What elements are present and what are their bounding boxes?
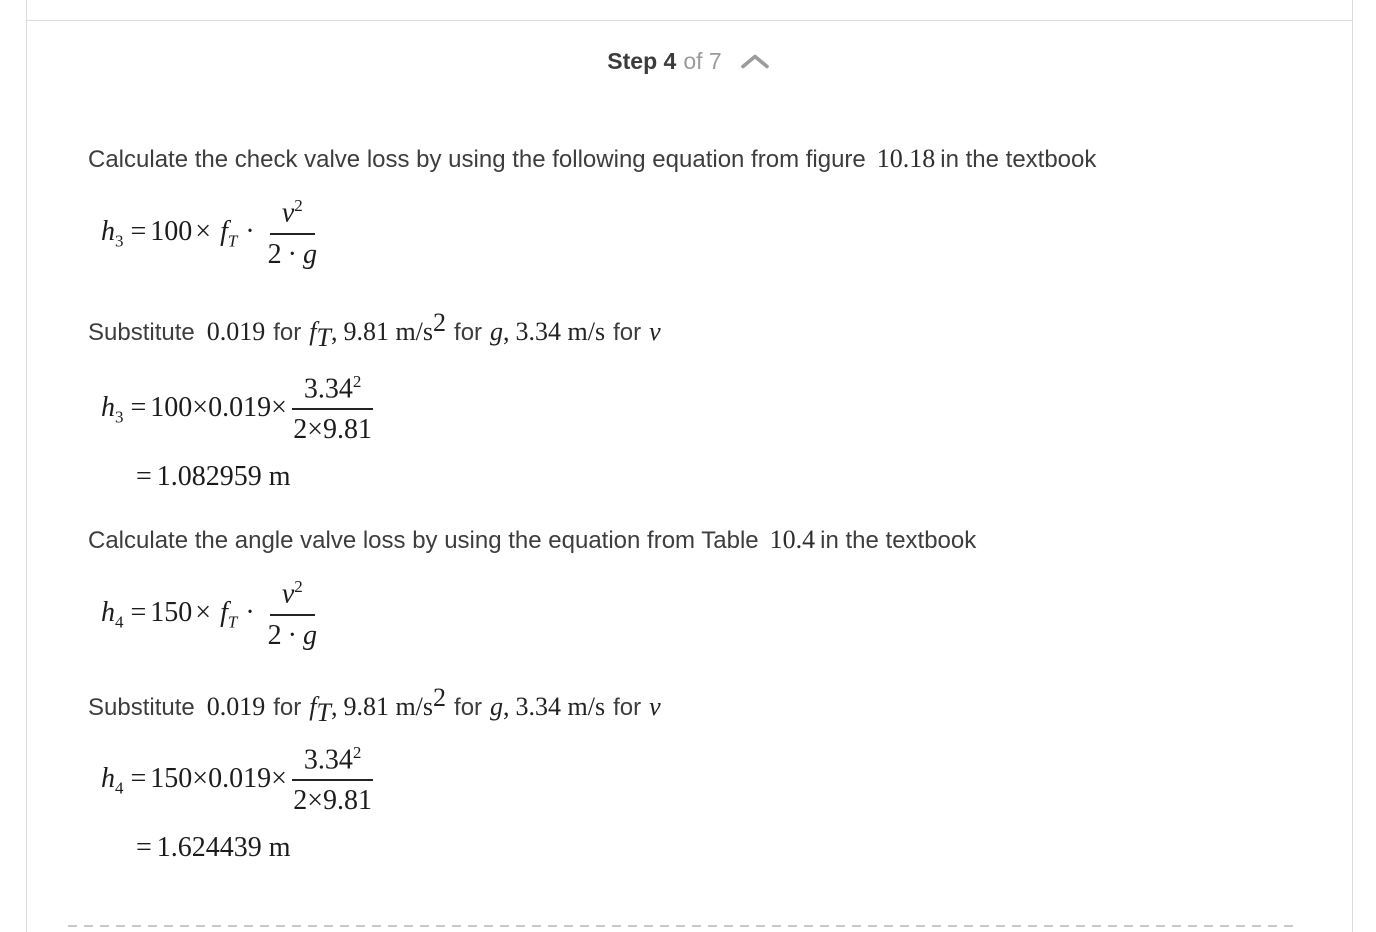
cdot-sign: · [287, 619, 297, 651]
for-word: for [613, 694, 642, 722]
equation-angle-valve-formula [101, 577, 1352, 652]
collapse-step-button[interactable] [738, 51, 772, 72]
figure-reference: 10.18 [876, 144, 936, 173]
equals-sign: = [130, 391, 147, 423]
g-value: 9.81 m/s [343, 692, 434, 722]
math-var-h-sub: 4 [115, 778, 124, 798]
math-var-h-sub: 4 [115, 612, 124, 632]
math-var-f: f [220, 596, 228, 628]
equals-sign: = [136, 832, 152, 864]
for-word: for [454, 319, 483, 347]
exponent: 2 [294, 196, 303, 215]
equals-sign: = [130, 762, 147, 794]
coefficient: 100 [150, 215, 193, 247]
cdot-sign: · [287, 238, 297, 270]
fraction [268, 577, 317, 652]
for-word: for [613, 319, 642, 347]
den-coefficient: 2 [267, 619, 282, 651]
math-var-h: h [101, 215, 115, 247]
math-var-f: f [220, 215, 228, 247]
substitute-word: Substitute [88, 694, 195, 722]
v-symbol: v [649, 317, 661, 347]
for-word: for [273, 694, 302, 722]
for-word: for [273, 319, 302, 347]
exponent: 2 [294, 577, 303, 597]
step-header [27, 47, 1352, 75]
fraction-denominator [268, 616, 317, 653]
math-var-f-sub: T [227, 231, 238, 251]
cdot-sign: · [245, 596, 255, 628]
fraction-denominator: 2×9.81 [293, 414, 373, 446]
g-symbol: g [490, 317, 504, 347]
angle-valve-instruction [88, 524, 1352, 557]
numerator-value: 3.34 [303, 744, 353, 776]
step-of-label: of 7 [683, 48, 722, 74]
g-symbol: g [490, 692, 504, 722]
numerator-value: 3.34 [303, 373, 353, 405]
substitution-line [88, 682, 1352, 729]
f-symbol: f [309, 317, 317, 347]
v-value: 3.34 m/s [515, 317, 606, 347]
instruction-text-after: in the textbook [940, 146, 1097, 173]
times-sign: × [195, 215, 212, 247]
factors: 100×0.019× [150, 391, 287, 423]
fraction [292, 743, 374, 818]
substitute-word: Substitute [88, 319, 195, 347]
fraction [292, 372, 374, 447]
fraction-numerator [270, 196, 315, 235]
check-valve-instruction [88, 143, 1352, 176]
fraction-denominator: 2×9.81 [293, 785, 373, 817]
step-label: Step 4 [607, 48, 677, 74]
v-symbol: v [649, 692, 661, 722]
math-var-h: h [101, 391, 115, 423]
f-symbol-sub: T [316, 322, 331, 352]
fraction-numerator [292, 372, 374, 411]
math-var-v: v [281, 578, 295, 610]
times-sign: × [195, 596, 212, 628]
exponent: 2 [352, 371, 362, 391]
instruction-text-after: in the textbook [820, 527, 977, 555]
den-coefficient: 2 [267, 238, 282, 270]
result-value: 1.082959 m [156, 461, 291, 493]
g-value: 9.81 m/s [343, 317, 434, 347]
step-separator-dashed [68, 925, 1293, 927]
substitution-line [88, 307, 1352, 354]
math-var-v: v [281, 197, 295, 229]
math-var-g: g [303, 238, 317, 270]
f-symbol-sub: T [316, 697, 331, 727]
fraction [268, 196, 317, 271]
cdot-sign: · [245, 215, 255, 247]
equals-sign: = [130, 596, 147, 628]
math-var-h-sub: 3 [115, 407, 124, 427]
card-top-divider [27, 0, 1352, 21]
math-var-f-sub: T [227, 612, 238, 632]
for-word: for [454, 694, 483, 722]
ft-value: 0.019 [206, 692, 266, 722]
v-value: 3.34 m/s [515, 692, 606, 722]
exponent: 2 [352, 742, 362, 762]
equals-sign: = [130, 215, 147, 247]
fraction-numerator [270, 577, 315, 616]
fraction-numerator [292, 743, 374, 782]
angle-valve-result [136, 830, 1352, 865]
instruction-text: Calculate the angle valve loss by using the equation from Table [88, 527, 759, 555]
g-value-exponent: 2 [433, 683, 447, 713]
f-symbol: f [309, 692, 317, 722]
math-var-h: h [101, 596, 115, 628]
comma: , [330, 692, 338, 722]
table-reference: 10.4 [769, 525, 816, 555]
comma: , [503, 692, 510, 722]
math-var-h-sub: 3 [115, 231, 124, 251]
coefficient: 150 [150, 596, 193, 628]
ft-value: 0.019 [206, 317, 266, 347]
step-card [26, 0, 1353, 932]
factors: 150×0.019× [150, 762, 287, 794]
equation-check-valve-substituted [101, 372, 1352, 447]
chevron-up-icon [740, 53, 770, 70]
comma: , [330, 317, 338, 347]
comma: , [503, 317, 510, 347]
instruction-text: Calculate the check valve loss by using the following equation from figure [88, 146, 866, 173]
fraction-denominator [268, 235, 317, 272]
equation-check-valve-formula [101, 196, 1352, 271]
check-valve-result [136, 459, 1352, 494]
equation-angle-valve-substituted [101, 743, 1352, 818]
math-var-h: h [101, 762, 115, 794]
equals-sign: = [136, 461, 152, 493]
math-var-g: g [303, 619, 317, 651]
g-value-exponent: 2 [433, 308, 447, 338]
result-value: 1.624439 m [156, 832, 291, 864]
